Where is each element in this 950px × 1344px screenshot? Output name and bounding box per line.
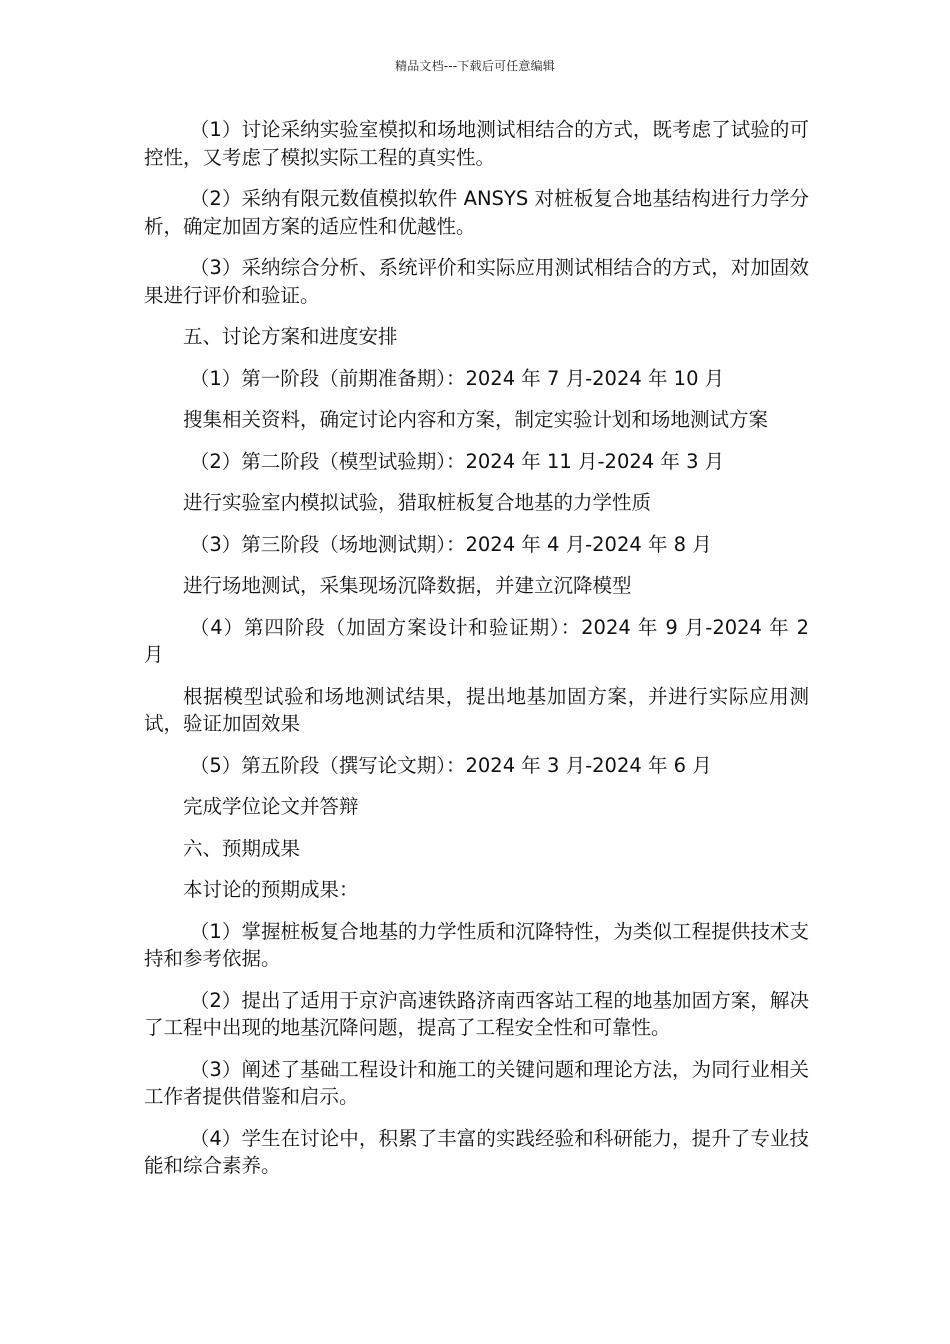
paragraph-15: 六、预期成果	[183, 836, 301, 860]
paragraph-12: 根据模型试验和场地测试结果，提出地基加固方案，并进行实际应用测试，验证加固效果	[144, 684, 809, 735]
paragraph-3: （3）采纳综合分析、系统评价和实际应用测试相结合的方式，对加固效果进行评价和验证。	[144, 256, 809, 307]
document-body	[144, 116, 809, 1194]
paragraph-13: （5）第五阶段（撰写论文期）：2024 年 3 月-2024 年 6 月	[189, 753, 712, 777]
paragraph-4: 五、讨论方案和进度安排	[183, 325, 398, 348]
paragraph-18: （2）提出了适用于京沪高速铁路济南西客站工程的地基加固方案，解决了工程中出现的地基沉降问题，提高了工程安全性和可靠性。	[144, 988, 809, 1039]
paragraph-20: （4）学生在讨论中，积累了丰富的实践经验和科研能力，提升了专业技能和综合素养。	[144, 1126, 809, 1177]
page-header: 精品文档---下载后可任意编辑	[395, 59, 555, 73]
paragraph-17: （1）掌握桩板复合地基的力学性质和沉降特性，为类似工程提供技术支持和参考依据。	[144, 919, 809, 970]
paragraph-14: 完成学位论文并答辩	[183, 795, 359, 818]
paragraph-7: （2）第二阶段（模型试验期）：2024 年 11 月-2024 年 3 月	[189, 449, 725, 473]
paragraph-6: 搜集相关资料，确定讨论内容和方案，制定实验计划和场地测试方案	[183, 408, 769, 431]
paragraph-10: 进行场地测试，采集现场沉降数据，并建立沉降模型	[183, 574, 632, 597]
paragraph-2: （2）采纳有限元数值模拟软件 ANSYS 对桩板复合地基结构进行力学分析，确定加固方案的适应性和优越性。	[144, 187, 809, 238]
paragraph-1: （1）讨论采纳实验室模拟和场地测试相结合的方式，既考虑了试验的可控性，又考虑了模拟实际工程的真实性。	[144, 118, 809, 169]
paragraph-5: （1）第一阶段（前期准备期）：2024 年 7 月-2024 年 10 月	[189, 366, 725, 390]
paragraph-16: 本讨论的预期成果：	[183, 878, 359, 901]
paragraph-19: （3）阐述了基础工程设计和施工的关键问题和理论方法，为同行业相关工作者提供借鉴和启示。	[144, 1057, 809, 1108]
paragraph-8: 进行实验室内模拟试验，猎取桩板复合地基的力学性质	[183, 491, 652, 514]
paragraph-9: （3）第三阶段（场地测试期）：2024 年 4 月-2024 年 8 月	[189, 532, 712, 556]
paragraph-11: （4）第四阶段（加固方案设计和验证期）：2024 年 9 月-2024 年 2 月	[144, 615, 809, 666]
